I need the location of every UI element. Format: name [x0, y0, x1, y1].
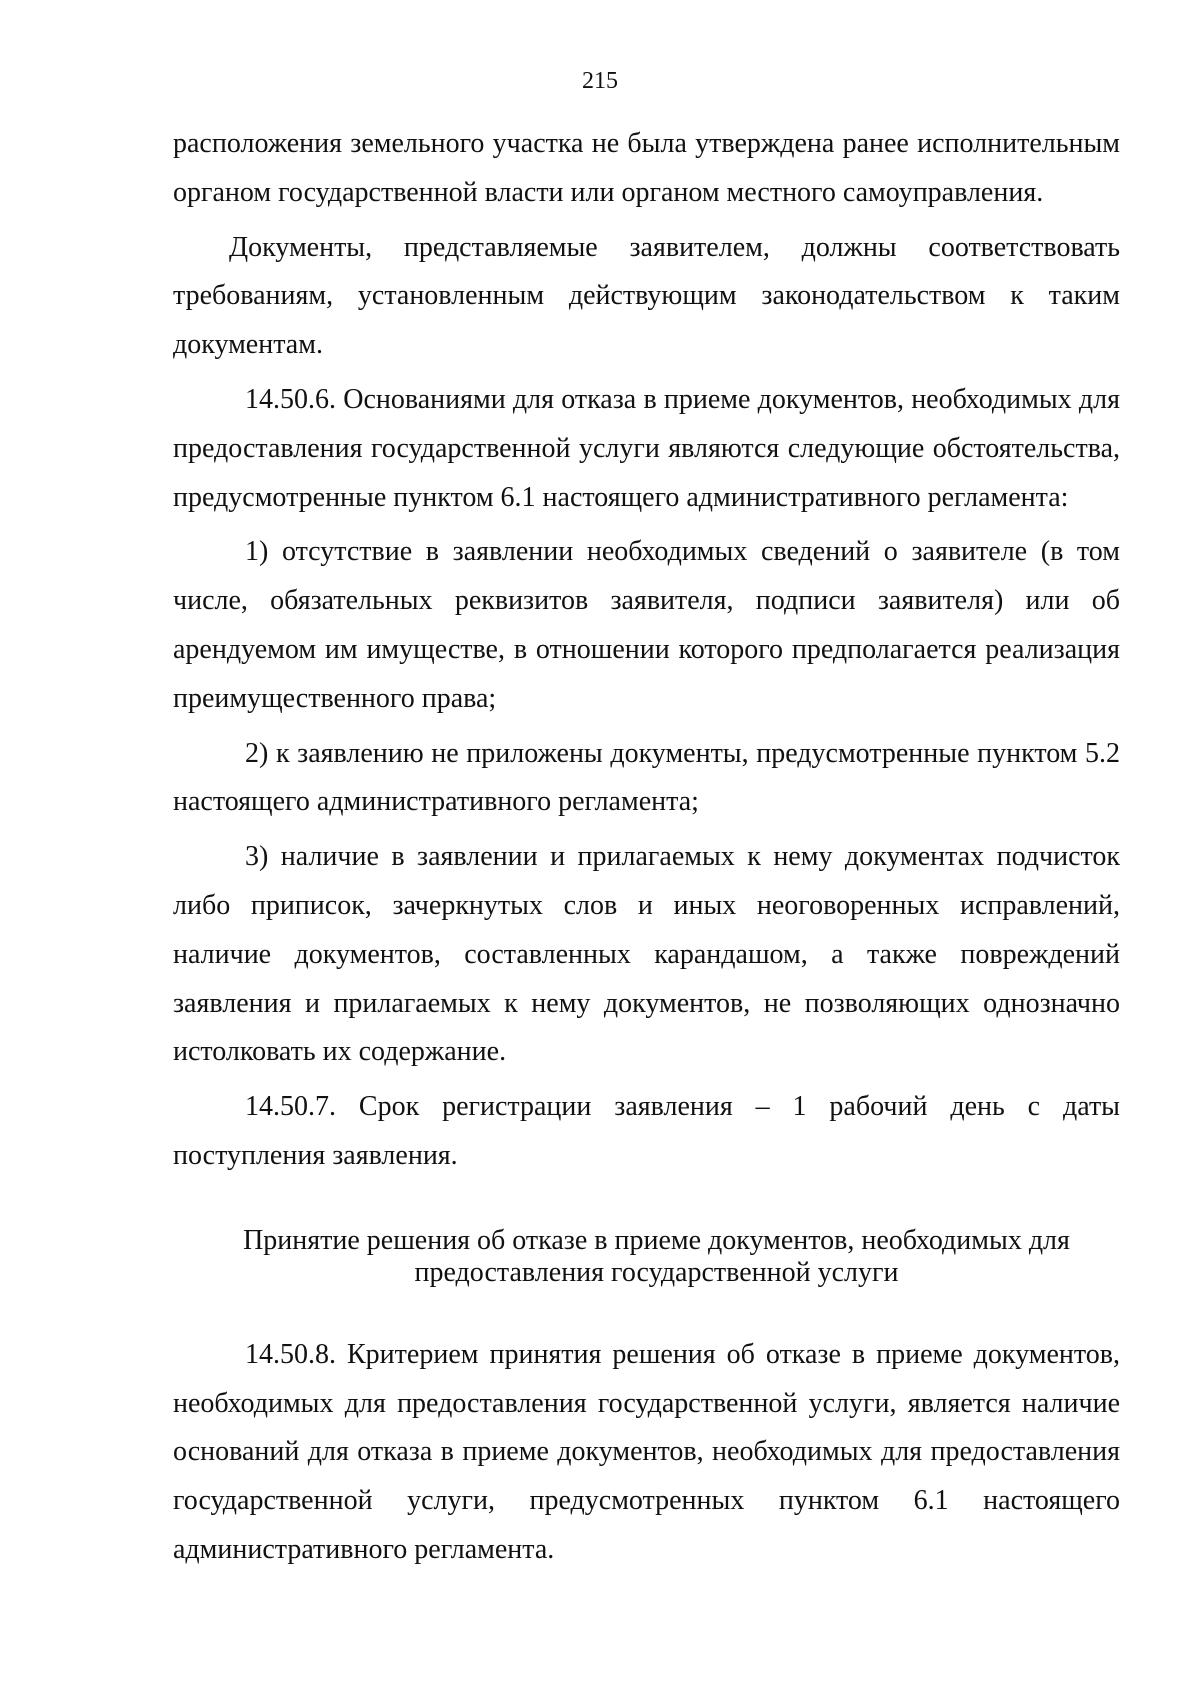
section-heading — [173, 1225, 1120, 1289]
page-number: 215 — [582, 68, 618, 94]
paragraph-14-50-7: 14.50.7. Срок регистрации заявления – 1 рабочий день с даты поступления заявления. — [173, 1091, 1120, 1171]
section-heading-line-2: предоставления государственной услуги — [414, 1256, 899, 1288]
paragraph-14-50-8: 14.50.8. Критерием принятия решения об отказе в приеме документов, необходимых для предоставления государственной услуги, является наличие оснований для отказа в приеме документов, необходимых для предоставления государственной услуги, предусмотренных пунктом 6.1 настоящего административного регламента. — [173, 1338, 1120, 1565]
paragraph-continuation: расположения земельного участка не была утверждена ранее исполнительным органом государственной власти или органом местного самоуправления. — [173, 128, 1120, 208]
section-heading-line-1: Принятие решения об отказе в приеме документов, необходимых для — [243, 1224, 1070, 1256]
list-item-3: 3) наличие в заявлении и прилагаемых к нему документах подчисток либо приписок, зачеркнутых слов и иных неоговоренных исправлений, наличие документов, составленных карандашом, а также повреждений заявления и прилагаемых к нему документов, не позволяющих однозначно истолковать их содержание. — [173, 841, 1120, 1068]
list-item-2: 2) к заявлению не приложены документы, предусмотренные пунктом 5.2 настоящего административного регламента; — [173, 737, 1120, 818]
paragraph-14-50-6: 14.50.6. Основаниями для отказа в приеме документов, необходимых для предоставления государственной услуги являются следующие обстоятельства, предусмотренные пунктом 6.1 настоящего административного регламента: — [173, 383, 1120, 513]
paragraph-documents-requirements: Документы, представляемые заявителем, должны соответствовать требованиям, установленным действующим законодательством к таким документам. — [173, 231, 1120, 361]
list-item-1: 1) отсутствие в заявлении необходимых сведений о заявителе (в том числе, обязательных реквизитов заявителя, подписи заявителя) или об арендуемом им имуществе, в отношении которого предполагается реализация преимущественного права; — [173, 536, 1120, 714]
document-body — [173, 120, 1120, 1575]
